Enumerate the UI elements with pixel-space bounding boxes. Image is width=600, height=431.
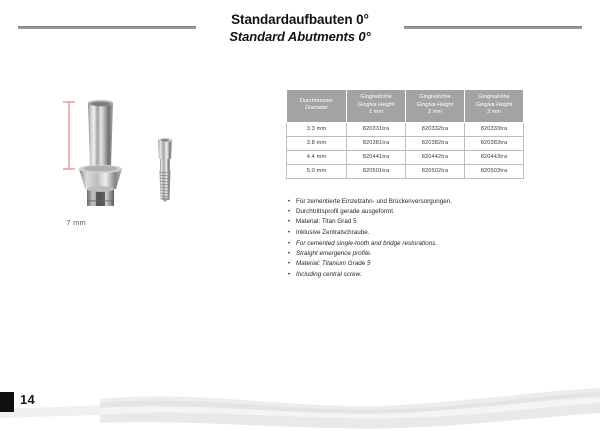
list-item bbox=[288, 249, 548, 259]
product-figure bbox=[20, 90, 260, 227]
table-header-row bbox=[287, 90, 524, 123]
screw-shank bbox=[160, 159, 170, 170]
cell-article-gh3: 820383tra bbox=[465, 136, 524, 150]
column-header-gh1-value: 1 mm bbox=[369, 109, 383, 116]
cell-diameter: 5.0 mm bbox=[287, 164, 347, 178]
page-edge-tab bbox=[0, 392, 14, 412]
table-row bbox=[287, 150, 524, 164]
list-item-label: Material: Titan Grad 5 bbox=[296, 218, 357, 226]
list-item-label: Für zementierte Einzelzahn- und Brückenversorgungen. bbox=[296, 198, 452, 205]
wave-band-left bbox=[0, 405, 100, 418]
list-item-label: Inklusive Zentralschraube. bbox=[296, 228, 370, 236]
abutment-top-inner bbox=[91, 101, 110, 105]
abutment-base-groove bbox=[87, 200, 114, 202]
list-item-label: Straight emergence profile. bbox=[296, 250, 372, 258]
bullet-icon: • bbox=[288, 219, 291, 226]
cell-article-gh2: 820332tra bbox=[406, 122, 465, 136]
column-header-gh2-value: 2 mm bbox=[428, 109, 442, 116]
list-item bbox=[288, 239, 548, 249]
list-item-label: Durchtrittsprofil gerade ausgeformt. bbox=[296, 208, 395, 216]
list-item bbox=[288, 270, 548, 280]
cell-article-gh3: 820333tra bbox=[465, 122, 524, 136]
column-header-gh2-de: Gingivahöhe bbox=[419, 94, 451, 100]
cell-article-gh1: 820441tra bbox=[347, 150, 406, 164]
header-rule-right bbox=[404, 26, 582, 29]
cell-article-gh2: 820502tra bbox=[406, 164, 465, 178]
product-illustration bbox=[20, 90, 260, 210]
cell-article-gh3: 820443tra bbox=[465, 150, 524, 164]
cell-article-gh2: 820442tra bbox=[406, 150, 465, 164]
column-header-gingiva-height-2 bbox=[406, 90, 465, 123]
table-body bbox=[287, 122, 524, 178]
cell-article-gh3: 820503tra bbox=[465, 164, 524, 178]
column-header-gh3-en: Gingiva Height bbox=[475, 101, 513, 108]
page-title bbox=[196, 11, 404, 45]
bullet-icon: • bbox=[288, 261, 291, 268]
table-row bbox=[287, 122, 524, 136]
page-header bbox=[0, 0, 600, 60]
column-header-gingiva-height-3 bbox=[465, 90, 524, 123]
page-title-de: Standardaufbauten 0° bbox=[231, 12, 369, 27]
column-header-diameter-en: Diameter bbox=[305, 105, 328, 112]
cell-diameter: 4.4 mm bbox=[287, 150, 347, 164]
table-row bbox=[287, 136, 524, 150]
cell-diameter: 3.3 mm bbox=[287, 122, 347, 136]
feature-list-en bbox=[288, 239, 548, 280]
cell-article-gh1: 820381tra bbox=[347, 136, 406, 150]
bullet-icon: • bbox=[288, 229, 291, 236]
column-header-diameter-de: Durchmesser bbox=[299, 97, 334, 104]
wave-graphic bbox=[0, 385, 600, 431]
bullet-icon: • bbox=[288, 241, 291, 247]
screw-head bbox=[158, 140, 172, 159]
column-header-gh3-de: Gingivahöhe bbox=[478, 94, 510, 100]
page-number: 14 bbox=[20, 392, 36, 407]
abutment-base-top bbox=[87, 186, 114, 192]
header-rule-left bbox=[18, 26, 196, 29]
column-header-gh2-en: Gingiva Height bbox=[416, 101, 454, 108]
bullet-icon: • bbox=[288, 209, 291, 216]
column-header-gh1-en: Gingiva Height bbox=[357, 101, 395, 108]
list-item bbox=[288, 207, 548, 217]
list-item-label: Including central screw. bbox=[296, 270, 362, 278]
list-item bbox=[288, 197, 548, 207]
list-item-label: Material: Titanium Grade 5 bbox=[296, 260, 371, 268]
feature-list-de bbox=[288, 197, 548, 238]
screw-hex-socket bbox=[161, 139, 169, 142]
cell-diameter: 3.8 mm bbox=[287, 136, 347, 150]
cell-article-gh1: 820331tra bbox=[347, 122, 406, 136]
column-header-diameter bbox=[287, 90, 347, 123]
bullet-icon: • bbox=[288, 199, 291, 205]
table-row bbox=[287, 164, 524, 178]
column-header-gh1-de: Gingivahöhe bbox=[360, 94, 392, 100]
bullet-icon: • bbox=[288, 271, 291, 278]
page-title-en: Standard Abutments 0° bbox=[229, 29, 371, 44]
cell-article-gh1: 820501tra bbox=[347, 164, 406, 178]
list-item bbox=[288, 228, 548, 238]
dimension-line bbox=[63, 102, 75, 169]
specification-table bbox=[286, 89, 524, 179]
column-header-gh3-value: 3 mm bbox=[487, 109, 501, 116]
list-item bbox=[288, 259, 548, 269]
column-header-gingiva-height-1 bbox=[347, 90, 406, 123]
abutment-post bbox=[88, 103, 113, 168]
cell-article-gh2: 820382tra bbox=[406, 136, 465, 150]
page-footer-decoration bbox=[0, 385, 600, 431]
abutment-collar-ring bbox=[84, 166, 118, 172]
dimension-label: 7 mm bbox=[66, 218, 86, 227]
bullet-icon: • bbox=[288, 251, 291, 258]
list-item bbox=[288, 217, 548, 227]
list-item-label: For cemented single-tooth and bridge restorations. bbox=[296, 240, 438, 247]
